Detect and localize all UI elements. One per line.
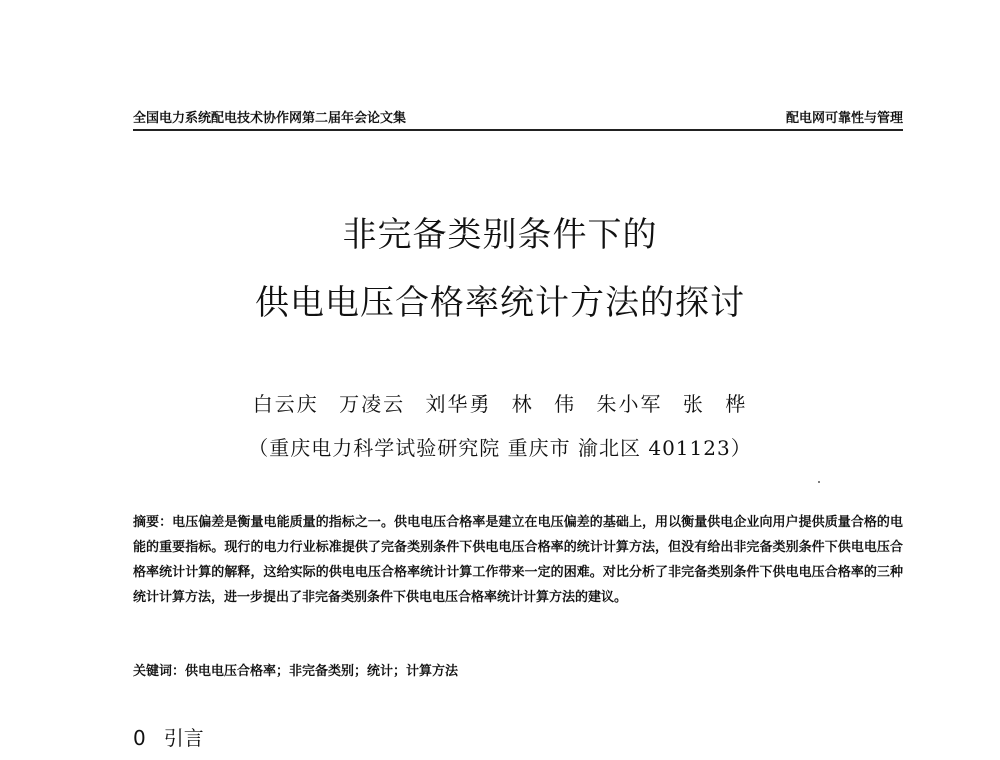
running-header bbox=[133, 107, 903, 130]
affiliation: （重庆电力科学试验研究院 重庆市 渝北区 401123） bbox=[248, 436, 752, 460]
header-right-text: 配电网可靠性与管理 bbox=[785, 111, 903, 126]
keywords bbox=[133, 660, 903, 679]
paper-title-line-2: 供电电压合格率统计方法的探讨 bbox=[255, 283, 745, 323]
abstract-label: 摘要： bbox=[133, 515, 173, 530]
abstract-text: 电压偏差是衡量电能质量的指标之一。供电电压合格率是建立在电压偏差的基础上，用以衡量供电企业向用户提供质量合格的电能的重要指标。现行的电力行业标准提供了完备类别条件下供电电压合格率的统计计算方法，但没有给出非完备类别条件下供电电压合格率统计计算的解释，这给实际的供电电压合格率统计计算工作带来一定的困难。对比分析了非完备类别条件下供电电压合格率的三种统计计算方法，进一步提出了非完备类别条件下供电电压合格率统计计算方法的建议。 bbox=[133, 515, 903, 605]
scan-speck bbox=[818, 481, 820, 483]
keywords-text: 供电电压合格率；非完备类别；统计；计算方法 bbox=[185, 664, 459, 679]
author-list: 白云庆 万凌云 刘华勇 林 伟 朱小军 张 桦 bbox=[252, 392, 748, 416]
paper-title-line-1: 非完备类别条件下的 bbox=[342, 215, 658, 255]
section-heading bbox=[133, 722, 204, 751]
header-left-text: 全国电力系统配电技术协作网第二届年会论文集 bbox=[133, 111, 407, 126]
section-title: 引言 bbox=[163, 726, 204, 750]
section-number: 0 bbox=[133, 726, 146, 750]
header-rule bbox=[133, 129, 903, 131]
keywords-label: 关键词： bbox=[133, 664, 186, 679]
abstract bbox=[133, 510, 903, 610]
